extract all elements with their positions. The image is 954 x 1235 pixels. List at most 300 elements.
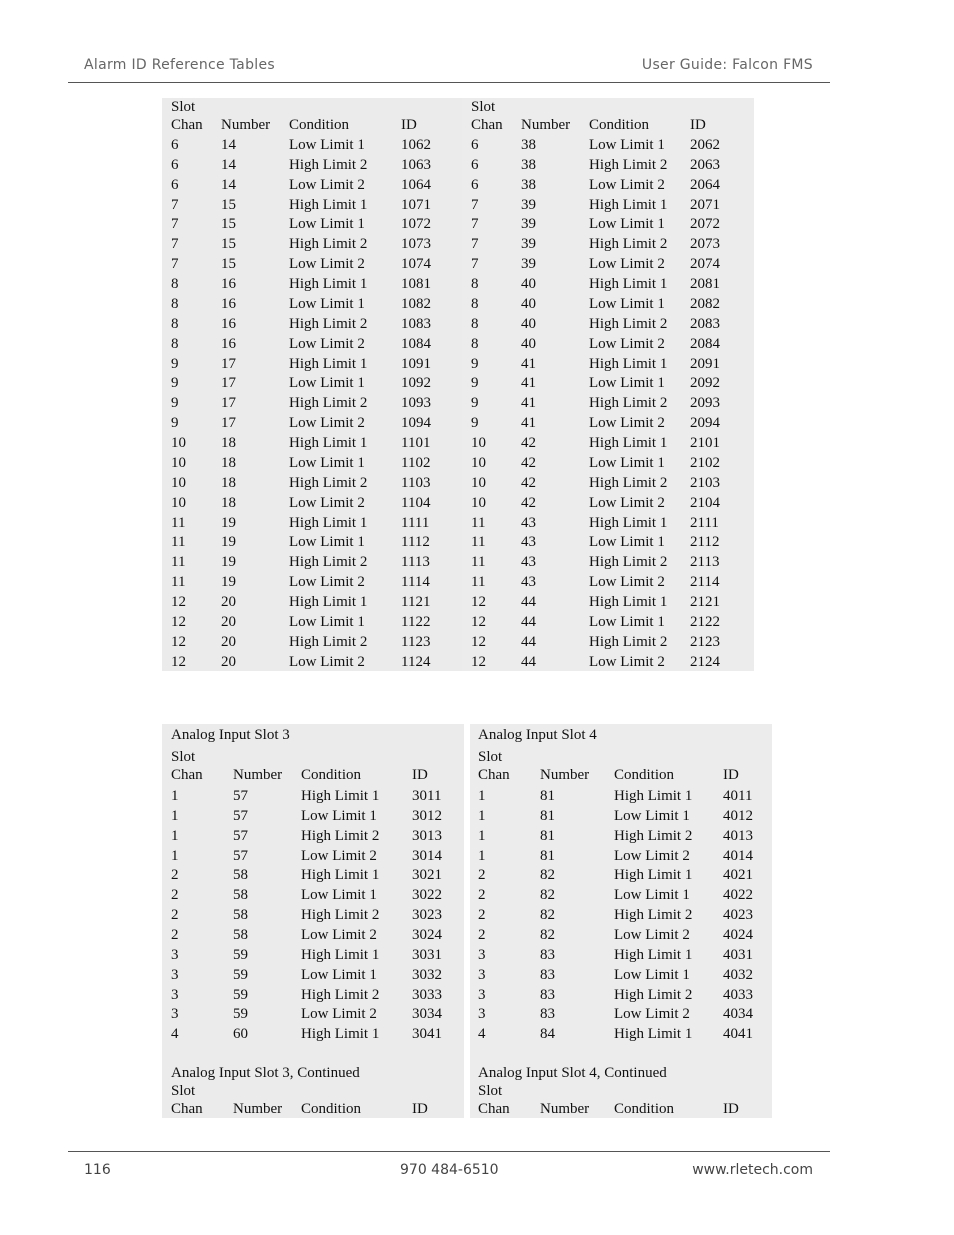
table-2-right-half [470,724,772,1118]
cell-id: 4013 [723,827,753,844]
cell-number: 60 [233,1026,248,1043]
cell-number: 81 [540,827,555,844]
cell-number: 40 [521,295,536,312]
cell-id: 1091 [401,355,431,372]
cell-number: 40 [521,315,536,332]
cell-chan: 11 [471,514,486,531]
cell-number: 15 [221,216,236,233]
cell-id: 1081 [401,276,431,293]
cell-condition: Low Limit 1 [614,807,690,824]
cell-id: 3033 [412,986,442,1003]
table-row [462,612,754,632]
cell-condition: High Limit 1 [589,435,668,452]
header-id: ID [723,767,739,783]
cell-chan: 8 [471,276,479,293]
cell-id: 3023 [412,907,442,924]
cell-id: 3014 [412,847,442,864]
cell-condition: High Limit 1 [289,514,368,531]
table-2-left-half [162,724,464,1118]
cell-id: 2062 [690,137,720,153]
cell-id: 2093 [690,395,720,412]
cell-condition: High Limit 2 [301,907,380,924]
cell-condition: Low Limit 2 [614,847,690,864]
table-row [470,846,772,866]
cell-id: 2121 [690,594,720,610]
cell-chan: 11 [171,554,186,571]
header-slot: Slot [171,99,196,115]
table-row [470,1024,772,1044]
cell-number: 42 [521,474,536,491]
table-row [162,786,464,806]
cell-number: 18 [221,494,236,511]
cell-chan: 8 [471,315,479,332]
cell-number: 83 [540,946,555,963]
cell-chan: 9 [171,355,179,372]
table-row [162,985,464,1005]
table-row [162,294,462,314]
cell-id: 1123 [401,633,431,650]
cell-condition: High Limit 2 [589,474,668,491]
table-row [462,274,754,294]
cell-id: 3021 [412,867,442,884]
cell-chan: 12 [471,633,486,650]
table-row [462,234,754,254]
cell-number: 58 [233,887,248,904]
cell-condition: Low Limit 1 [289,454,365,471]
cell-condition: Low Limit 1 [289,613,365,630]
cell-condition: Low Limit 2 [301,847,377,864]
cell-id: 1092 [401,375,431,392]
cell-number: 59 [233,966,248,983]
cell-number: 15 [221,236,236,253]
cell-number: 59 [233,986,248,1003]
cell-condition: High Limit 1 [589,355,668,372]
cell-chan: 10 [171,494,186,511]
cell-number: 43 [521,554,536,571]
cell-chan: 12 [171,613,186,630]
cell-id: 1084 [401,335,431,352]
cell-chan: 11 [171,514,186,531]
cell-id: 2123 [690,633,720,650]
cell-condition: Low Limit 2 [289,653,365,670]
cell-chan: 12 [471,613,486,630]
cell-id: 3034 [412,1006,442,1023]
cell-condition: Low Limit 2 [289,335,365,352]
table-row [162,473,462,493]
cell-number: 19 [221,514,236,531]
cell-condition: High Limit 1 [289,594,368,610]
table-row [162,532,462,552]
cell-id: 4012 [723,807,753,824]
cell-condition: High Limit 1 [614,1026,693,1043]
table-row [462,254,754,274]
cell-number: 20 [221,613,236,630]
cell-number: 59 [233,946,248,963]
cell-id: 1104 [401,494,431,511]
cell-chan: 10 [471,454,486,471]
cell-id: 3013 [412,827,442,844]
cell-number: 39 [521,256,536,273]
table-row [462,393,754,413]
table-row [162,592,462,612]
table-row [162,826,464,846]
cell-number: 17 [221,415,236,432]
cell-id: 3032 [412,966,442,983]
cell-number: 14 [221,176,236,193]
header-chan: Chan [171,117,203,133]
cell-number: 81 [540,807,555,824]
cell-id: 2083 [690,315,720,332]
cell-number: 19 [221,534,236,551]
table-row [162,846,464,866]
cell-number: 81 [540,847,555,864]
cell-condition: High Limit 2 [301,986,380,1003]
phone-number: 970 484-6510 [400,1162,499,1178]
table-row [462,473,754,493]
cell-id: 2103 [690,474,720,491]
table-row [162,393,462,413]
table-row [462,552,754,572]
cell-number: 57 [233,827,248,844]
cell-number: 18 [221,454,236,471]
cell-condition: Low Limit 1 [589,375,665,392]
cell-number: 41 [521,415,536,432]
cell-id: 1073 [401,236,431,253]
header-number: Number [221,117,271,133]
table-row [470,965,772,985]
cell-number: 16 [221,315,236,332]
table-row [462,433,754,453]
header-chan: Chan [471,117,503,133]
cell-id: 3012 [412,807,442,824]
cell-number: 44 [521,613,536,630]
cell-condition: Low Limit 2 [614,926,690,943]
cell-id: 2074 [690,256,720,273]
cell-condition: Low Limit 1 [289,295,365,312]
slot-3-continued-title: Analog Input Slot 3, Continued [171,1065,360,1081]
table-row [470,925,772,945]
table-row [162,925,464,945]
header-id: ID [412,767,428,783]
cell-chan: 1 [171,807,179,824]
cell-number: 83 [540,986,555,1003]
cell-id: 2094 [690,415,720,432]
cell-id: 1114 [401,574,430,591]
cell-condition: High Limit 1 [301,1026,380,1043]
cell-id: 2124 [690,653,720,670]
cell-chan: 6 [471,176,479,193]
cell-number: 59 [233,1006,248,1023]
cell-condition: Low Limit 2 [289,574,365,591]
cell-chan: 8 [471,295,479,312]
cell-number: 44 [521,633,536,650]
cell-id: 1113 [401,554,430,571]
cell-chan: 9 [171,375,179,392]
cell-condition: High Limit 1 [301,867,380,884]
table-row [462,195,754,215]
cell-chan: 8 [171,335,179,352]
cell-id: 4022 [723,887,753,904]
cell-chan: 10 [471,435,486,452]
cell-condition: High Limit 1 [289,435,368,452]
cell-condition: Low Limit 2 [589,335,665,352]
slot-4-continued-title: Analog Input Slot 4, Continued [478,1065,667,1081]
cell-chan: 8 [171,276,179,293]
cell-id: 4011 [723,788,753,804]
table-row [162,334,462,354]
cell-chan: 3 [478,946,486,963]
cell-condition: High Limit 2 [301,827,380,844]
cell-chan: 1 [171,827,179,844]
cell-number: 41 [521,395,536,412]
header-chan: Chan [171,767,203,783]
cell-id: 1063 [401,156,431,173]
header-id: ID [412,1101,428,1117]
table-row [162,965,464,985]
cell-chan: 6 [171,156,179,173]
table-row [470,806,772,826]
table-row [162,945,464,965]
cell-chan: 1 [171,788,179,804]
cell-number: 43 [521,514,536,531]
cell-number: 84 [540,1026,555,1043]
cell-id: 1124 [401,653,431,670]
table-row [162,572,462,592]
cell-condition: Low Limit 2 [589,574,665,591]
table-row [162,885,464,905]
cell-number: 15 [221,196,236,213]
cell-number: 57 [233,847,248,864]
cell-chan: 1 [171,847,179,864]
table-row [462,354,754,374]
cell-number: 44 [521,594,536,610]
header-chan: Chan [478,767,510,783]
table-row [470,826,772,846]
header-chan: Chan [171,1101,203,1117]
cell-condition: High Limit 1 [289,276,368,293]
cell-id: 2081 [690,276,720,293]
cell-chan: 11 [471,574,486,591]
cell-id: 4021 [723,867,753,884]
cell-chan: 11 [171,574,186,591]
cell-number: 42 [521,435,536,452]
table-row [162,865,464,885]
table-row [470,1004,772,1024]
table-row [162,214,462,234]
cell-number: 20 [221,633,236,650]
table-row [162,652,462,672]
cell-condition: Low Limit 1 [589,454,665,471]
cell-id: 2071 [690,196,720,213]
cell-id: 3011 [412,788,442,804]
cell-id: 1112 [401,534,430,551]
table-1-right-half [462,98,754,671]
cell-chan: 10 [471,494,486,511]
cell-id: 2104 [690,494,720,511]
cell-id: 1083 [401,315,431,332]
cell-number: 81 [540,788,555,804]
cell-condition: Low Limit 1 [289,534,365,551]
table-row [462,592,754,612]
cell-number: 42 [521,454,536,471]
cell-chan: 2 [171,887,179,904]
cell-condition: Low Limit 1 [614,966,690,983]
cell-id: 1062 [401,137,431,153]
cell-condition: High Limit 1 [614,867,693,884]
cell-chan: 10 [171,474,186,491]
cell-number: 42 [521,494,536,511]
table-row [470,786,772,806]
cell-number: 16 [221,276,236,293]
table-row [462,632,754,652]
header-condition: Condition [614,767,675,783]
cell-number: 18 [221,435,236,452]
cell-condition: High Limit 2 [289,633,368,650]
table-row [162,373,462,393]
cell-number: 57 [233,788,248,804]
cell-id: 2113 [690,554,720,571]
cell-chan: 8 [171,315,179,332]
cell-chan: 12 [171,653,186,670]
cell-id: 4041 [723,1026,753,1043]
header-rule [68,82,830,83]
cell-chan: 9 [471,375,479,392]
cell-number: 16 [221,295,236,312]
cell-id: 2073 [690,236,720,253]
cell-id: 2112 [690,534,720,551]
header-condition: Condition [614,1101,675,1117]
table-row [462,135,754,155]
table-row [462,453,754,473]
cell-chan: 6 [171,176,179,193]
cell-condition: High Limit 2 [614,986,693,1003]
cell-chan: 10 [171,435,186,452]
cell-id: 1111 [401,514,430,531]
cell-number: 14 [221,156,236,173]
cell-condition: High Limit 2 [589,395,668,412]
table-row [462,314,754,334]
cell-chan: 12 [171,633,186,650]
cell-condition: High Limit 2 [614,827,693,844]
cell-chan: 3 [171,946,179,963]
cell-chan: 4 [478,1026,486,1043]
cell-condition: Low Limit 1 [589,534,665,551]
table-row [162,612,462,632]
footer-rule [68,1151,830,1152]
cell-chan: 2 [171,867,179,884]
table-1-right-rows [462,98,754,671]
cell-id: 1074 [401,256,431,273]
cell-condition: Low Limit 2 [289,256,365,273]
table-row [162,175,462,195]
cell-number: 39 [521,216,536,233]
cell-condition: High Limit 1 [301,946,380,963]
cell-id: 4032 [723,966,753,983]
cell-condition: High Limit 1 [614,946,693,963]
table-2-right-rows [470,724,772,1118]
cell-condition: Low Limit 1 [589,137,665,153]
cell-id: 2122 [690,613,720,630]
header-id: ID [401,117,417,133]
cell-condition: Low Limit 1 [589,216,665,233]
alarm-table-2 [162,724,772,1118]
cell-id: 2082 [690,295,720,312]
table-row [462,334,754,354]
header-slot: Slot [171,1083,196,1099]
cell-chan: 8 [471,335,479,352]
cell-number: 19 [221,574,236,591]
table-row [162,314,462,334]
cell-chan: 2 [478,887,486,904]
cell-condition: Low Limit 1 [589,613,665,630]
cell-number: 58 [233,926,248,943]
cell-number: 40 [521,276,536,293]
cell-condition: Low Limit 1 [289,216,365,233]
cell-number: 82 [540,926,555,943]
table-row [470,985,772,1005]
cell-chan: 12 [171,594,186,610]
cell-chan: 7 [171,256,179,273]
cell-condition: Low Limit 1 [289,375,365,392]
cell-id: 3031 [412,946,442,963]
cell-chan: 10 [471,474,486,491]
cell-chan: 2 [478,907,486,924]
table-row [162,806,464,826]
cell-id: 2111 [690,514,719,531]
cell-id: 1072 [401,216,431,233]
cell-chan: 2 [478,926,486,943]
cell-id: 1103 [401,474,431,491]
cell-id: 1093 [401,395,431,412]
page-number: 116 [84,1162,111,1178]
cell-number: 82 [540,867,555,884]
cell-chan: 6 [471,137,479,153]
header-number: Number [540,1101,590,1117]
cell-id: 1082 [401,295,431,312]
cell-chan: 11 [471,554,486,571]
cell-id: 2064 [690,176,720,193]
cell-chan: 8 [171,295,179,312]
cell-chan: 7 [171,216,179,233]
header-id: ID [690,117,706,133]
header-condition: Condition [301,1101,362,1117]
cell-id: 2091 [690,355,720,372]
table-row [462,652,754,672]
cell-number: 82 [540,907,555,924]
cell-chan: 2 [171,907,179,924]
table-row [162,254,462,274]
cell-id: 1101 [401,435,431,452]
cell-number: 58 [233,867,248,884]
header-slot: Slot [478,749,503,765]
table-row [462,175,754,195]
header-id: ID [723,1101,739,1117]
header-slot: Slot [478,1083,503,1099]
cell-chan: 3 [478,1006,486,1023]
cell-chan: 12 [471,594,486,610]
cell-number: 43 [521,574,536,591]
cell-number: 16 [221,335,236,352]
cell-condition: High Limit 2 [289,315,368,332]
cell-chan: 4 [171,1026,179,1043]
cell-number: 43 [521,534,536,551]
cell-number: 17 [221,375,236,392]
cell-condition: High Limit 2 [589,633,668,650]
cell-number: 38 [521,137,536,153]
header-condition: Condition [301,767,362,783]
cell-condition: High Limit 1 [289,196,368,213]
cell-condition: Low Limit 2 [589,494,665,511]
